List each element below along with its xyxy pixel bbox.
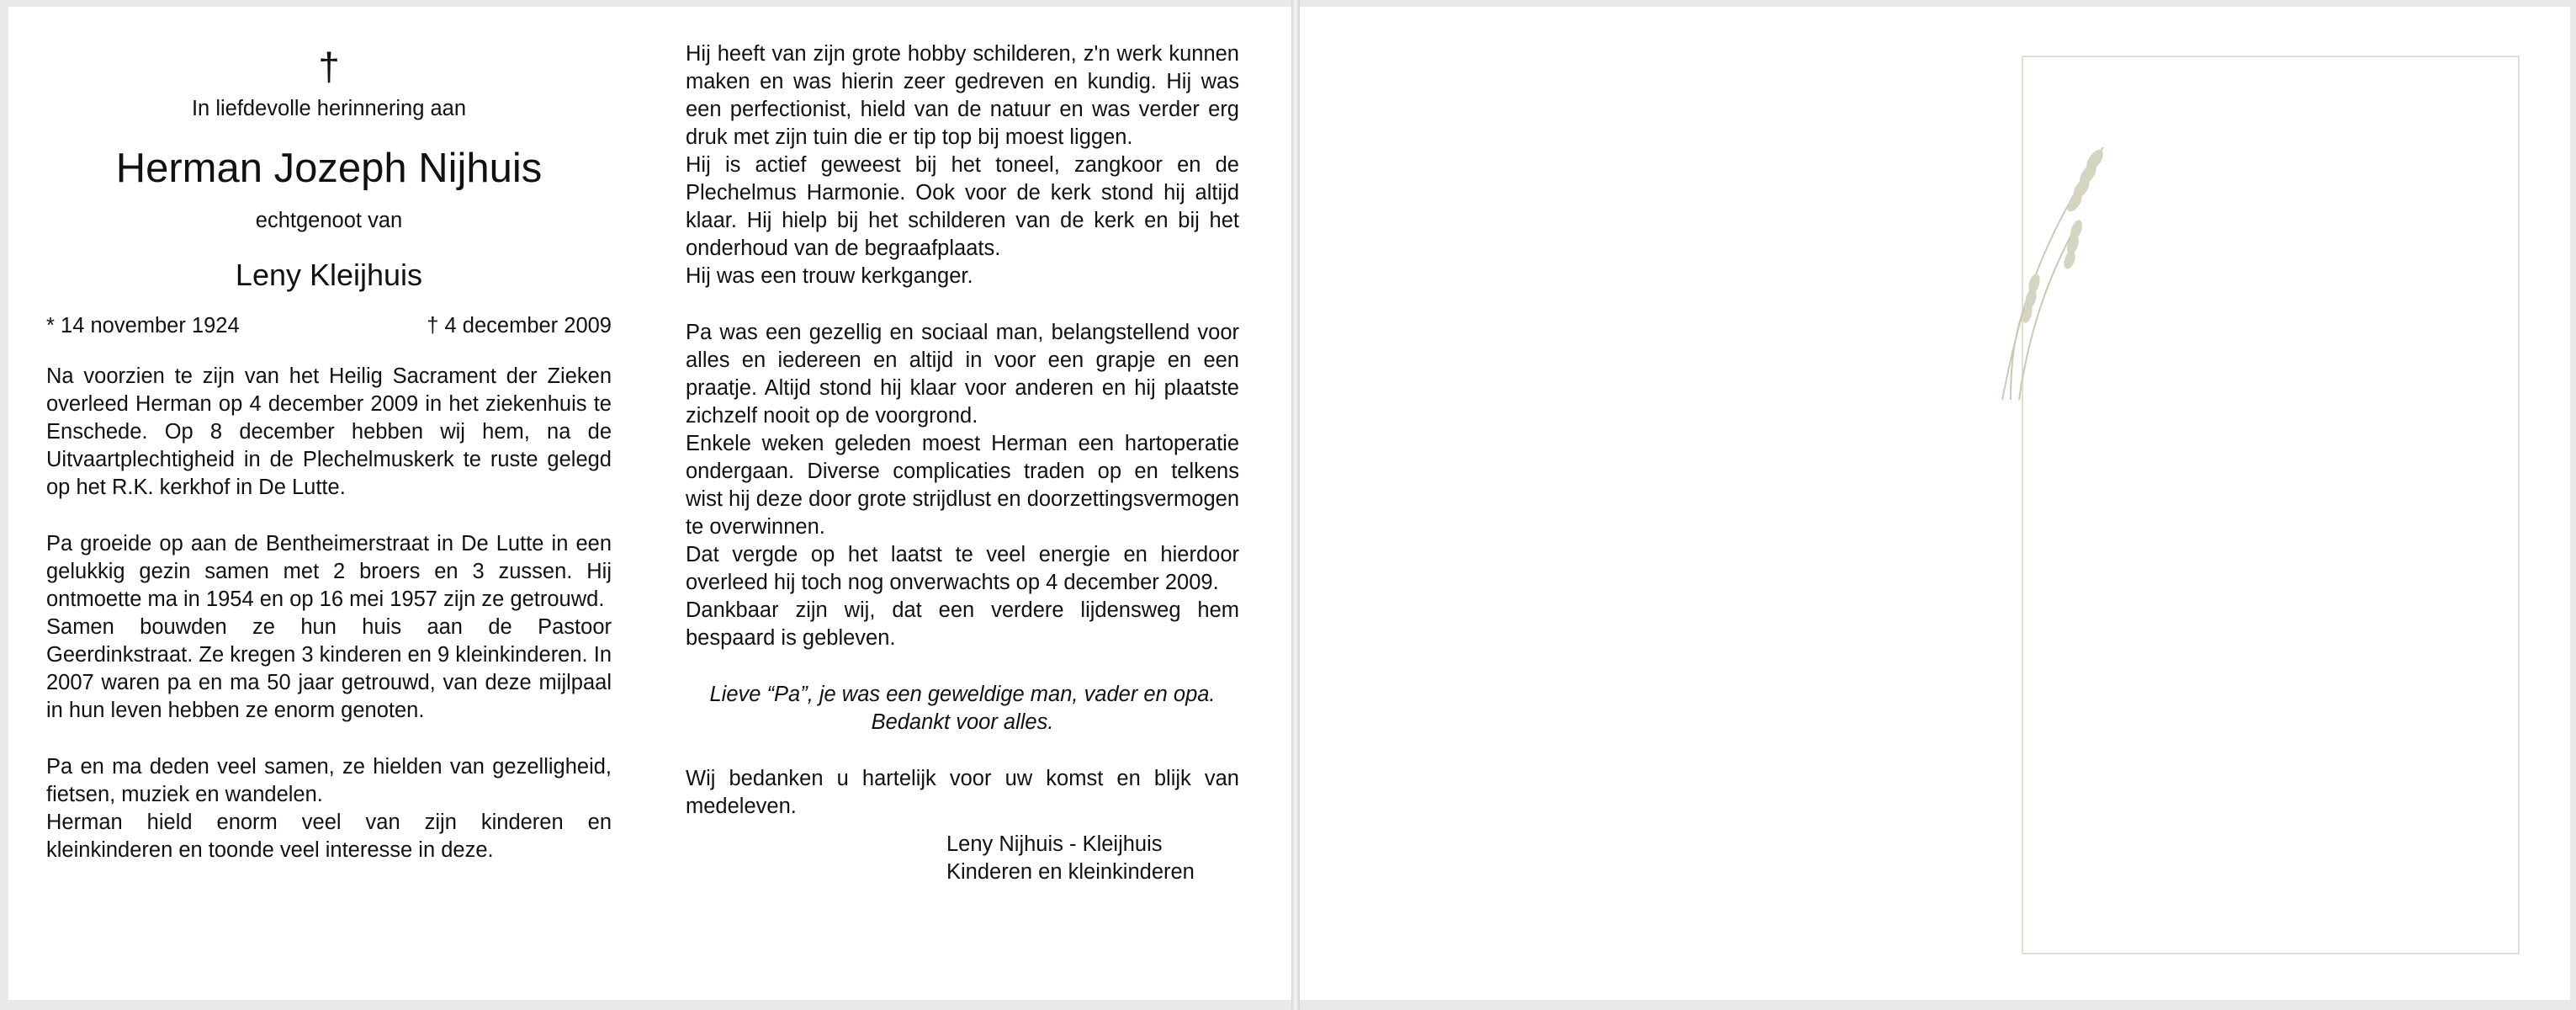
paragraph: Hij heeft van zijn grote hobby schilderen, z'n werk kunnen maken en was hierin zeer gedreven en kundig. Hij was een perfectionist, hield van de natuur en was verder erg druk met zijn tuin die er tip top bij moest liggen.: [686, 42, 1239, 149]
paragraph: Pa en ma deden veel samen, ze hielden van gezelligheid, fietsen, muziek en wandelen.: [46, 755, 612, 806]
closing-line-2: Bedankt voor alles.: [871, 710, 1054, 734]
left-column: [46, 38, 612, 864]
paragraph: Hij was een trouw kerkganger.: [686, 264, 973, 288]
signature-line-1: Leny Nijhuis - Kleijhuis: [946, 832, 1163, 856]
in-memory-line: In liefdevolle herinnering aan: [191, 97, 467, 120]
paragraph: Pa was een gezellig en sociaal man, belangstellend voor alles en iedereen en altijd in voor een grapje en een praatje. Altijd stond hij klaar voor anderen en hij plaatste zichzelf nooit op de voorgrond.: [686, 321, 1239, 428]
cross-icon: †: [318, 45, 340, 88]
paragraph: Na voorzien te zijn van het Heilig Sacrament der Zieken overleed Herman op 4 december 2009 in het ziekenhuis te Enschede. Op 8 december hebben wij hem, na de Uitvaartplechtigheid in de Plechelmuskerk te ruste gelegd op het R.K. kerkhof in De Lutte.: [46, 364, 612, 499]
deceased-name: Herman Jozeph Nijhuis: [115, 146, 543, 191]
paragraph: Samen bouwden ze hun huis aan de Pastoor Geerdinkstraat. Ze kregen 3 kinderen en 9 kleinkinderen. In 2007 waren pa en ma 50 jaar getrouwd, van deze mijlpaal in hun leven hebben ze enorm genoten.: [46, 615, 612, 722]
signature-line-2: Kinderen en kleinkinderen: [946, 860, 1195, 884]
left-text: [46, 363, 612, 864]
thanks-text: Wij bedanken u hartelijk voor uw komst en blijk van medeleven.: [686, 767, 1239, 818]
paragraph: Enkele weken geleden moest Herman een hartoperatie ondergaan. Diverse complicaties traden op en telkens wist hij deze door grote strijdlust en doorzettingsvermogen te overwinnen.: [686, 432, 1239, 539]
frame-inner-line: [2022, 404, 2023, 954]
wheat-ears-icon: [1969, 130, 2145, 408]
paragraph: Dat vergde op het laatst te veel energie en hierdoor overleed hij toch nog onverwachts op 4 december 2009.: [686, 543, 1239, 594]
card-fold: [1291, 0, 1300, 1010]
birth-date: * 14 november 1924: [46, 314, 240, 338]
paragraph: Hij is actief geweest bij het toneel, zangkoor en de Plechelmus Harmonie. Ook voor de kerk stond hij altijd klaar. Hij hielp bij het schilderen van de kerk en bij het onderhoud van de begraafplaats.: [686, 153, 1239, 260]
right-column: [686, 40, 1239, 886]
spouse-name: Leny Kleijhuis: [235, 258, 423, 292]
paragraph: Dankbaar zijn wij, dat een verdere lijdensweg hem bespaard is gebleven.: [686, 598, 1239, 650]
paragraph: Herman hield enorm veel van zijn kinderen en kleinkinderen en toonde veel interesse in deze.: [46, 811, 612, 862]
signature: [946, 831, 1239, 886]
spouse-label: echtgenoot van: [255, 209, 403, 232]
closing-line-1: Lieve “Pa”, je was een geweldige man, vader en opa.: [709, 683, 1216, 706]
life-dates: [46, 312, 612, 340]
paragraph: Pa groeide op aan de Bentheimerstraat in De Lutte in een gelukkig gezin samen met 2 broers en 3 zussen. Hij ontmoette ma in 1954 en op 16 mei 1957 zijn ze getrouwd.: [46, 532, 612, 611]
death-date: † 4 december 2009: [427, 314, 612, 338]
